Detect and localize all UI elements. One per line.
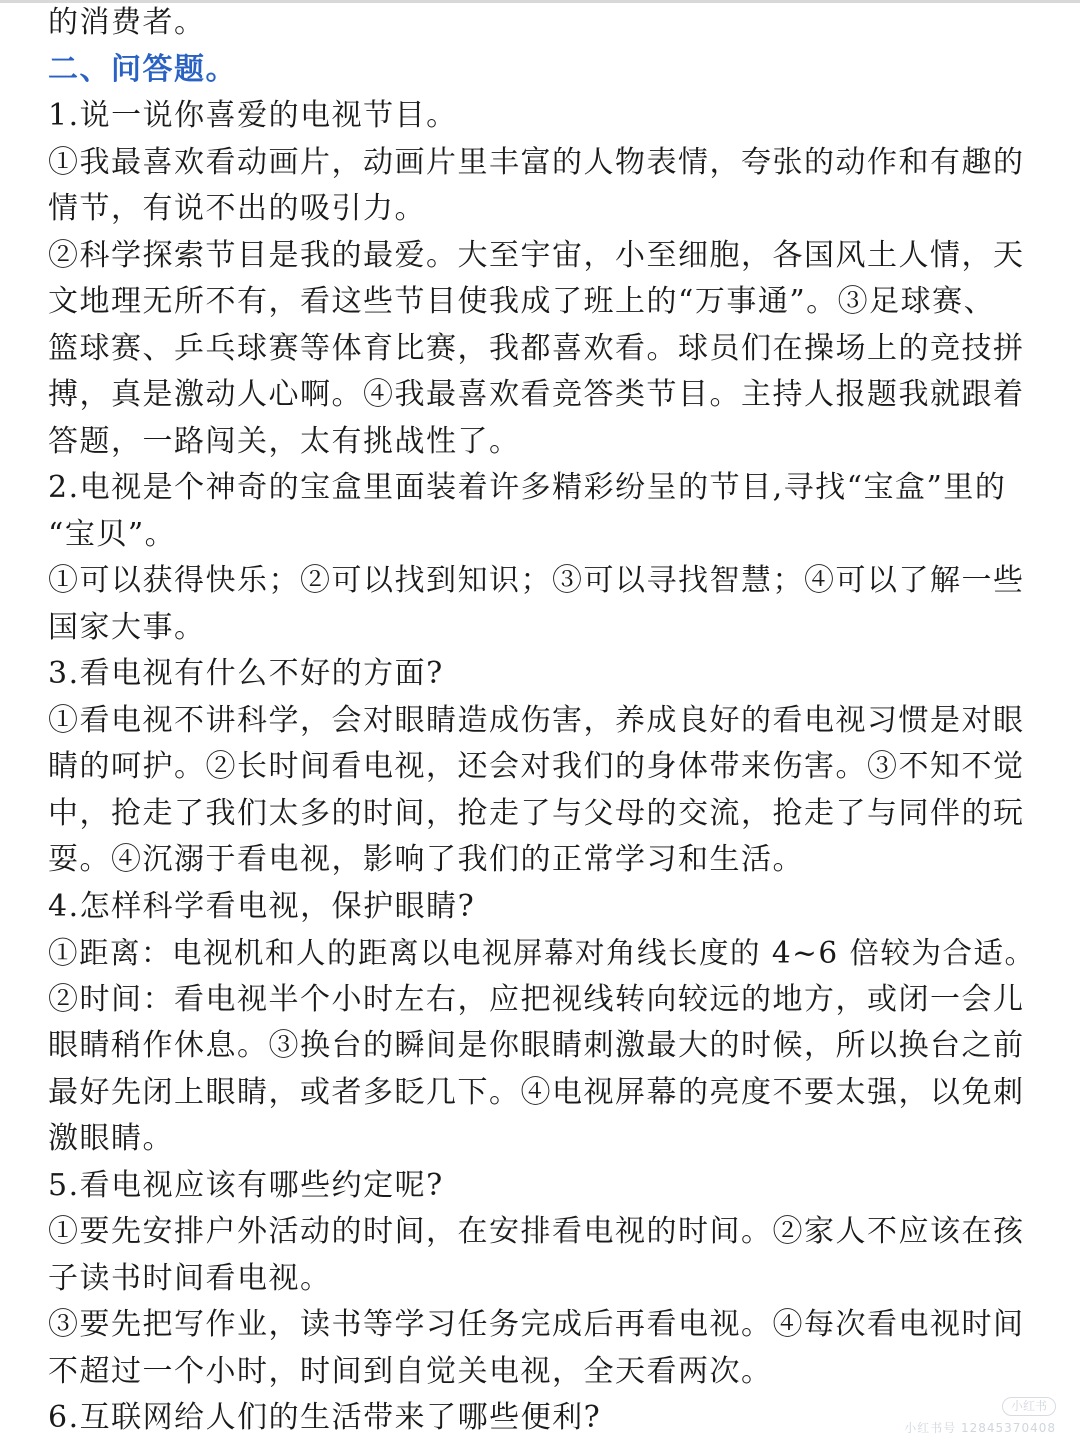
text-line: “宝贝”。 xyxy=(48,516,177,552)
text-line: 子读书时间看电视。 xyxy=(48,1260,332,1296)
text-line: 睛的呵护。②长时间看电视，还会对我们的身体带来伤害。③不知不觉 xyxy=(48,749,1025,784)
text-line: 不超过一个小时，时间到自觉关电视，全天看两次。 xyxy=(48,1353,773,1389)
text-line: 中，抢走了我们太多的时间，抢走了与父母的交流，抢走了与同伴的玩 xyxy=(48,795,1025,831)
text-line: ②时间：看电视半个小时左右，应把视线转向较远的地方，或闭一会儿 xyxy=(48,981,1025,1017)
text-line: 2.电视是个神奇的宝盒里面装着许多精彩纷呈的节目,寻找“宝盒”里的 xyxy=(48,470,1007,505)
text-line: 情节，有说不出的吸引力。 xyxy=(48,191,426,226)
document-page xyxy=(48,0,1038,1442)
text-line: 篮球赛、乒乓球赛等体育比赛，我都喜欢看。球员们在操场上的竞技拼 xyxy=(48,330,1025,366)
text-line: 眼睛稍作休息。③换台的瞬间是你眼睛刺激最大的时候，所以换台之前 xyxy=(48,1028,1025,1063)
watermark-id: 小红书号 12845370408 xyxy=(904,1420,1056,1435)
text-line: ①要先安排户外活动的时间，在安排看电视的时间。②家人不应该在孩 xyxy=(48,1214,1025,1249)
text-line: 最好先闭上眼睛，或者多眨几下。④电视屏幕的亮度不要太强，以免刺 xyxy=(48,1074,1025,1110)
watermark xyxy=(904,1396,1056,1435)
text-line: 文地理无所不有，看这些节目使我成了班上的“万事通”。③足球赛、 xyxy=(48,284,996,319)
text-line: 激眼睛。 xyxy=(48,1121,174,1156)
text-line: 耍。④沉溺于看电视，影响了我们的正常学习和生活。 xyxy=(48,842,804,877)
text-line: ①看电视不讲科学，会对眼睛造成伤害，养成良好的看电视习惯是对眼 xyxy=(48,702,1025,738)
text-line: 5.看电视应该有哪些约定呢? xyxy=(48,1167,444,1203)
text-line: ①我最喜欢看动画片，动画片里丰富的人物表情，夸张的动作和有趣的 xyxy=(48,144,1025,180)
text-line: 3.看电视有什么不好的方面? xyxy=(48,656,444,691)
text-line: 答题，一路闯关，太有挑战性了。 xyxy=(48,423,521,459)
text-line: 6.互联网给人们的生活带来了哪些便利? xyxy=(48,1400,602,1435)
text-line: 的消费者。 xyxy=(48,5,206,40)
text-line: 国家大事。 xyxy=(48,609,206,645)
text-line: ③要先把写作业，读书等学习任务完成后再看电视。④每次看电视时间 xyxy=(48,1307,1025,1342)
section-heading: 二、问答题。 xyxy=(48,51,237,87)
text-line: ①可以获得快乐；②可以找到知识；③可以寻找智慧；④可以了解一些 xyxy=(48,563,1025,598)
text-line: 搏，真是激动人心啊。④我最喜欢看竞答类节目。主持人报题我就跟着 xyxy=(48,377,1025,412)
watermark-logo: 小红书 xyxy=(1002,1397,1056,1416)
text-line: 4.怎样科学看电视，保护眼睛? xyxy=(48,888,476,924)
text-line: ②科学探索节目是我的最爱。大至宇宙，小至细胞，各国风土人情，天 xyxy=(48,237,1025,273)
text-line: ①距离：电视机和人的距离以电视屏幕对角线长度的 4~6 倍较为合适。 xyxy=(48,936,1036,970)
text-line: 1.说一说你喜爱的电视节目。 xyxy=(48,98,458,133)
